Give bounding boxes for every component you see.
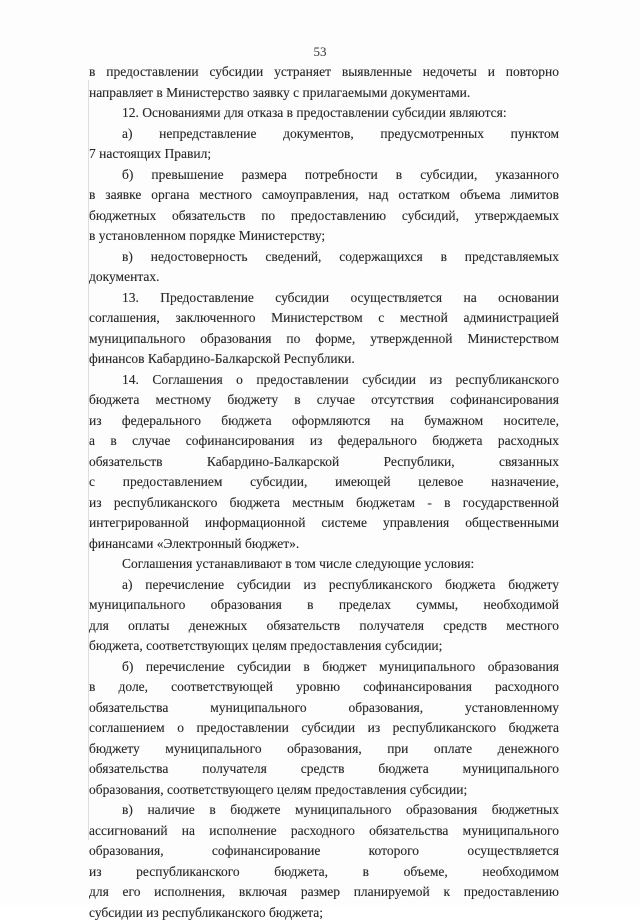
text-line: а) непредставление документов, предусмотренных пунктом [89,124,559,145]
text-line: в предоставлении субсидии устраняет выявленные недочеты и повторно [89,62,559,83]
text-line: бюджета, соответствующих целям предоставления субсидии; [89,636,559,657]
text-line: в) недостоверность сведений, содержащихся в представляемых [89,247,559,268]
text-line: б) перечисление субсидии в бюджет муниципального образования [89,657,559,678]
text-line: бюджету муниципального образования, при оплате денежного [89,739,559,760]
text-line: а в случае софинансирования из федерального бюджета расходных [89,431,559,452]
text-line: соглашения, заключенного Министерством с местной администрацией [89,308,559,329]
text-line: в) наличие в бюджете муниципального образования бюджетных [89,800,559,821]
text-line: для его исполнения, включая размер планируемой к предоставлению [89,882,559,903]
text-line: субсидии из республиканского бюджета; [89,903,559,923]
text-line: 12. Основаниями для отказа в предоставлении субсидии являются: [89,103,559,124]
text-line: образования, соответствующего целям предоставления субсидии; [89,780,559,801]
text-line: с предоставлением субсидии, имеющей целевое назначение, [89,472,559,493]
text-line: муниципального образования по форме, утвержденной Министерством [89,329,559,350]
text-line: для оплаты денежных обязательств получателя средств местного [89,616,559,637]
text-line: образования, софинансирование которого осуществляется [89,841,559,862]
text-line: б) превышение размера потребности в субсидии, указанного [89,165,559,186]
text-line: 13. Предоставление субсидии осуществляется на основании [89,288,559,309]
text-line: финансов Кабардино-Балкарской Республики. [89,349,559,370]
text-line: Соглашения устанавливают в том числе следующие условия: [89,554,559,575]
text-line: интегрированной информационной системе управления общественными [89,513,559,534]
text-line: обязательств Кабардино-Балкарской Республики, связанных [89,452,559,473]
text-line: муниципального образования в пределах суммы, необходимой [89,595,559,616]
text-line: а) перечисление субсидии из республиканского бюджета бюджету [89,575,559,596]
text-line: в заявке органа местного самоуправления, над остатком объема лимитов [89,185,559,206]
text-line: из республиканского бюджета, в объеме, необходимом [89,862,559,883]
text-line: соглашением о предоставлении субсидии из республиканского бюджета [89,718,559,739]
text-line: ассигнований на исполнение расходного обязательства муниципального [89,821,559,842]
text-line: бюджета местному бюджету в случае отсутствия софинансирования [89,390,559,411]
page-number: 53 [0,44,640,60]
text-line: в установленном порядке Министерству; [89,226,559,247]
text-line: обязательства муниципального образования, установленному [89,698,559,719]
text-line: обязательства получателя средств бюджета муниципального [89,759,559,780]
text-line: бюджетных обязательств по предоставлению субсидий, утверждаемых [89,206,559,227]
text-line: из республиканского бюджета местным бюджетам - в государственной [89,493,559,514]
text-line: 7 настоящих Правил; [89,144,559,165]
text-line: в доле, соответствующей уровню софинансирования расходного [89,677,559,698]
document-body [89,62,559,923]
text-line: финансами «Электронный бюджет». [89,534,559,555]
text-line: документах. [89,267,559,288]
text-line: направляет в Министерство заявку с прилагаемыми документами. [89,83,559,104]
text-line: из федерального бюджета оформляются на бумажном носителе, [89,411,559,432]
text-line: 14. Соглашения о предоставлении субсидии из республиканского [89,370,559,391]
